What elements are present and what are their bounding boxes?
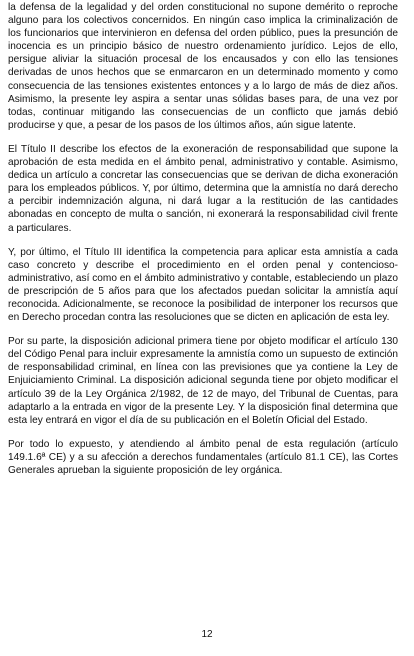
paragraph-3: Y, por último, el Título III identifica la competencia para aplicar esta amnistía a cada caso concreto y describe el procedimiento en el orden penal y contencioso-administrativo, así como en el ámbito administrativo y contable, estableciendo un plazo de prescripción de 5 años para que los afectados puedan solicitar la amnistía aquí reconocida. Adicionalmente, se reconoce la posibilidad de interponer los recursos que en Derecho procedan contra las resoluciones que se dicten en aplicación de esta ley. bbox=[8, 246, 398, 324]
paragraph-4: Por su parte, la disposición adicional primera tiene por objeto modificar el artículo 130 del Código Penal para incluir expresamente la amnistía como un supuesto de extinción de responsabilidad criminal, en línea con las previsiones que ya contiene la Ley de Enjuiciamiento Criminal. La disposición adicional segunda tiene por objeto modificar el artículo 39 de la Ley Orgánica 2/1982, de 12 de mayo, del Tribunal de Cuentas, para adaptarlo a la entrada en vigor de la presente Ley. Y la disposición final determina que esta ley entrará en vigor el día de su publicación en el Boletín Oficial del Estado. bbox=[8, 336, 398, 426]
body-text bbox=[8, 1, 398, 488]
paragraph-5: Por todo lo expuesto, y atendiendo al ámbito penal de esta regulación (artículo 149.1.6ª CE) y a su afección a derechos fundamentales (artículo 81.1 CE), las Cortes Generales aprueban la siguiente proposición de ley orgánica. bbox=[8, 438, 398, 476]
paragraph-2: El Título II describe los efectos de la exoneración de responsabilidad que supone la aprobación de esta medida en el ámbito penal, administrativo y contable. Asimismo, dedica un artículo a concretar las consecuencias que se derivan de dicha exoneración para los empleados públicos. Y, por último, determina que la amnistía no dará derecho a percibir indemnización alguna, ni dará lugar a la restitución de las cantidades abonadas en concepto de multa o sanción, ni exonerará la responsabilidad civil frente a particulares. bbox=[8, 143, 398, 234]
paragraph-1: la defensa de la legalidad y del orden constitucional no supone demérito o reproche alguno para los colectivos concernidos. En ningún caso implica la criminalización de los funcionarios que intervinieron en defensa del orden público, pues la presunción de inocencia es un principio básico de nuestro ordenamiento jurídico. Lejos de ello, persigue aliviar la situación procesal de los encausados y con ello las tensiones derivadas de unos hechos que se enmarcaron en un determinado momento y como consecuencia de las tensiones existentes entonces y a lo largo de más de diez años. Asimismo, la presente ley aspira a sentar unas sólidas bases para, de una vez por todas, continuar mitigando las consecuencias de un conflicto que jamás debió producirse y que, a pesar de los pasos de los últimos años, aún sigue latente. bbox=[8, 2, 398, 131]
page-number: 12 bbox=[201, 629, 213, 640]
